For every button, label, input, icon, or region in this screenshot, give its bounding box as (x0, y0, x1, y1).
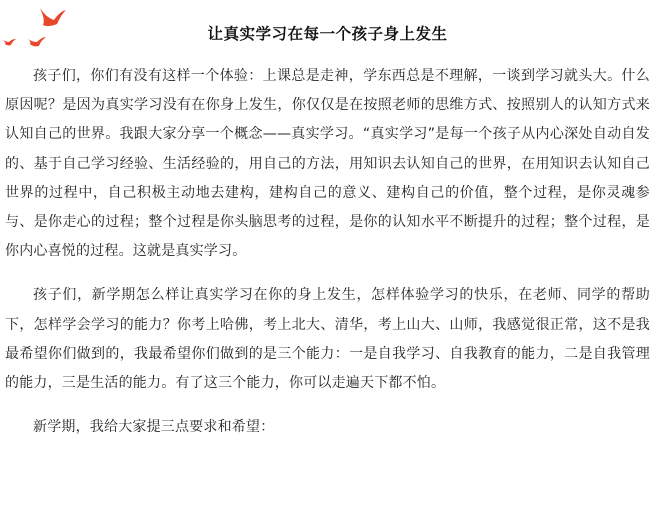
paragraph-3: 新学期，我给大家提三点要求和希望： (33, 419, 275, 436)
article-body (5, 62, 650, 442)
article-title: 让真实学习在每一个孩子身上发生 (207, 25, 448, 43)
paragraph-1: 孩子们，你们有没有这样一个体验：上课总是走神，学东西总是不理解，一谈到学习就头大。什么原因呢？是因为真实学习没有在你身上发生，你仅仅是在按照老师的思维方式、按照别人的认知方式来认知自己的世界。我跟大家分享一个概念——真实学习。“真实学习”是每一个孩子从内心深处自动自发的、基于自己学习经验、生活经验的，用自己的方法，用知识去认知自己的世界，在用知识去认知自己世界的过程中，自己积极主动地去建构，建构自己的意义、建构自己的价值，整个过程，是你灵魂参与、是你走心的过程；整个过程是你头脑思考的过程，是你的认知水平不断提升的过程；整个过程，是你内心喜悦的过程。这就是真实学习。 (5, 68, 650, 260)
paragraph-2: 孩子们，新学期怎么样让真实学习在你的身上发生，怎样体验学习的快乐，在老师、同学的帮助下，怎样学会学习的能力？你考上哈佛，考上北大、清华，考上山大、山师，我感觉很正常，这不是我最希望你们做到的，我最希望你们做到的是三个能力：一是自我学习、自我教育的能力，二是自我管理的能力，三是生活的能力。有了这三个能力，你可以走遍天下都不怕。 (5, 287, 650, 392)
